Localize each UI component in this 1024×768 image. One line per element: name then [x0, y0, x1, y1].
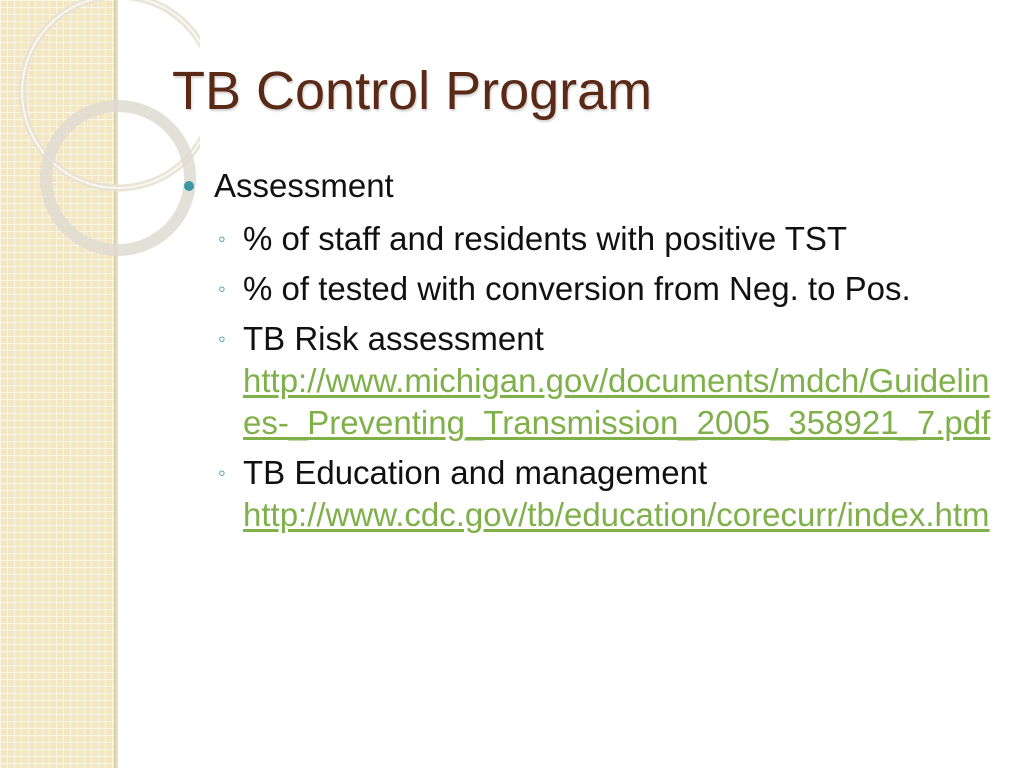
ring-bullet-icon: ◦	[218, 226, 226, 251]
decorative-circles	[0, 0, 200, 260]
ring-bullet-icon: ◦	[218, 460, 226, 485]
subitem-conversion-label: % of tested with conversion from Neg. to Pos.	[243, 270, 911, 307]
subitem-conversion	[180, 268, 992, 310]
slide-title: TB Control Program	[172, 61, 653, 121]
subitem-education-label: TB Education and management	[243, 454, 708, 491]
assessment-sublist	[180, 218, 992, 536]
filled-circle-bullet-icon	[184, 181, 194, 191]
subitem-risk-assessment	[180, 318, 992, 444]
education-link[interactable]: http://www.cdc.gov/tb/education/corecurr/index.htm	[243, 496, 990, 533]
bullet-assessment-label: Assessment	[214, 167, 394, 204]
bullet-content	[180, 166, 992, 544]
bullet-assessment	[180, 166, 992, 206]
ring-bullet-icon: ◦	[218, 326, 226, 351]
subitem-positive-tst-label: % of staff and residents with positive TST	[243, 220, 848, 257]
risk-assessment-link[interactable]: http://www.michigan.gov/documents/mdch/Guidelines-_Preventing_Transmission_2005_358921_7.pdf	[243, 362, 991, 441]
subitem-education	[180, 452, 992, 536]
ring-bullet-icon: ◦	[218, 276, 226, 301]
subitem-positive-tst	[180, 218, 992, 260]
subitem-risk-assessment-label: TB Risk assessment	[243, 320, 544, 357]
